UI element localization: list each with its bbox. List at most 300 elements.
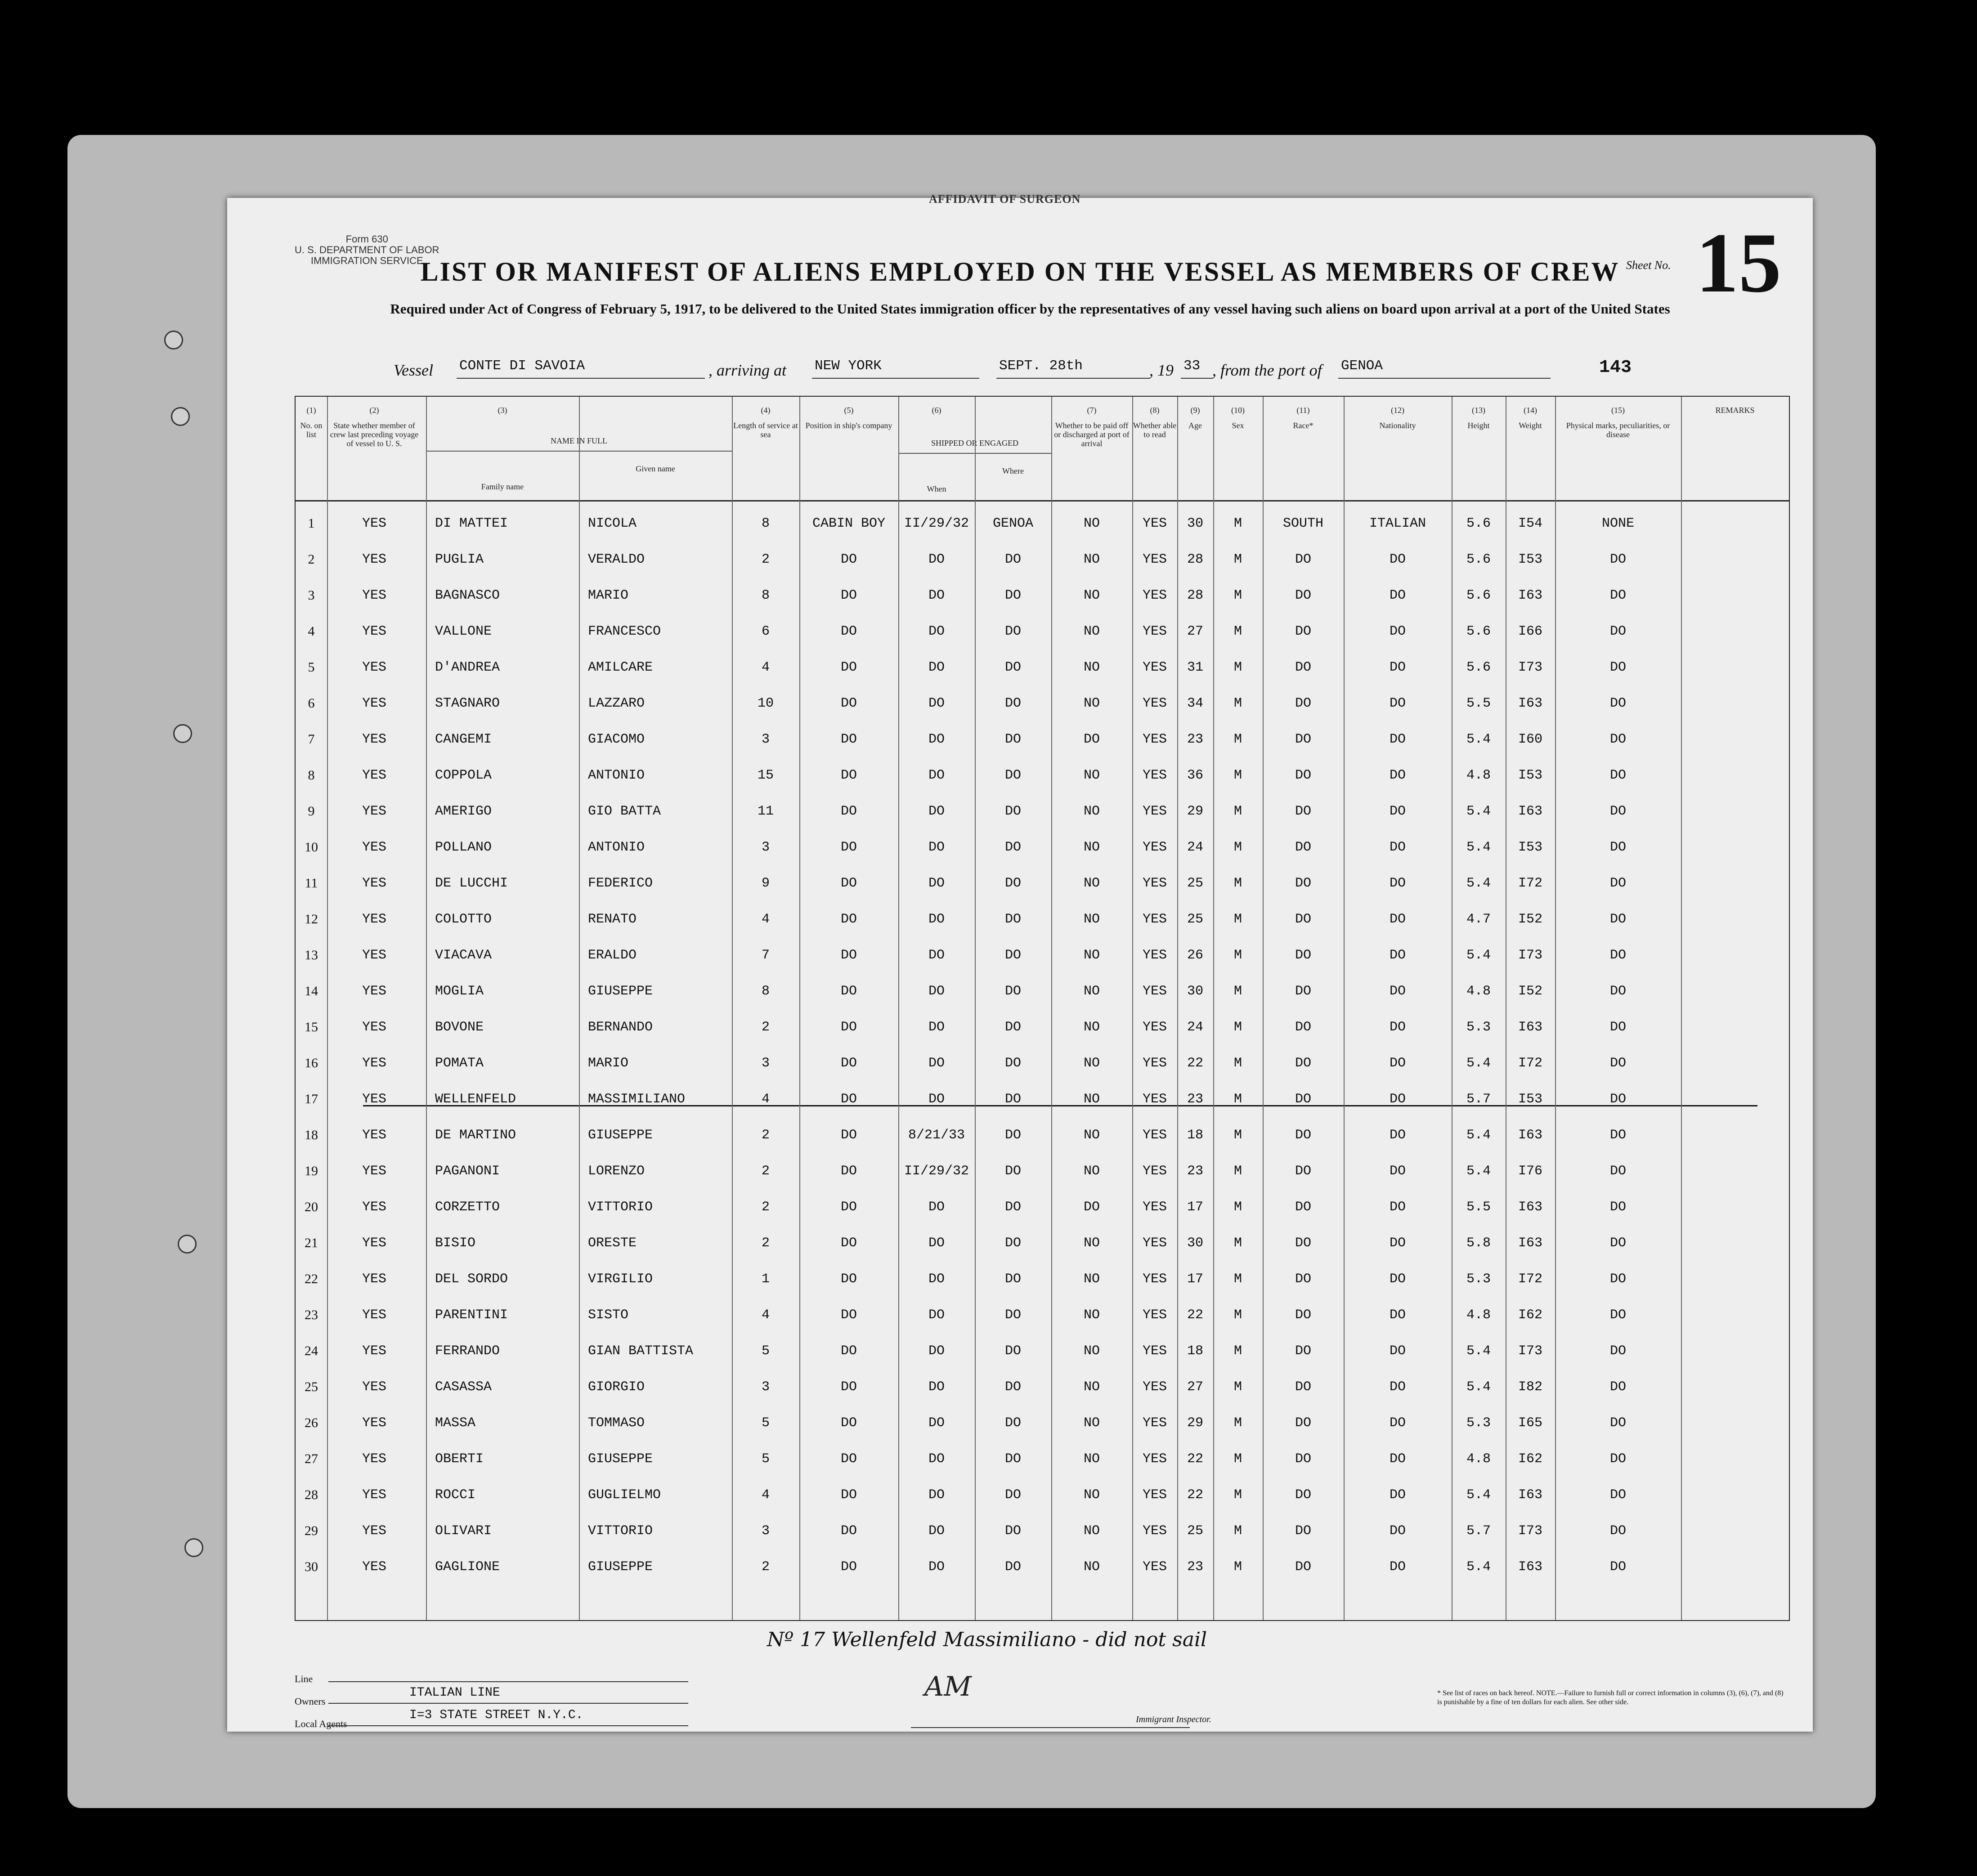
- cell-position: DO: [840, 1200, 857, 1215]
- cell-position: DO: [840, 1164, 857, 1179]
- cell-position: DO: [840, 1128, 857, 1143]
- cell-able-to-read: YES: [1142, 984, 1167, 999]
- cell-sex: M: [1233, 984, 1242, 999]
- cell-shipped-where: DO: [1004, 660, 1021, 675]
- cell-no-on-list: 28: [305, 1487, 318, 1502]
- cell-given-name: LAZZARO: [588, 696, 645, 711]
- cell-nationality: DO: [1389, 912, 1406, 927]
- cell-length-of-service: 10: [757, 696, 774, 711]
- cell-shipped-where: DO: [1004, 1020, 1021, 1035]
- cell-position: DO: [840, 588, 857, 603]
- cell-nationality: DO: [1389, 624, 1406, 639]
- cell-no-on-list: 10: [305, 840, 318, 855]
- cell-paid-off: NO: [1083, 660, 1100, 675]
- cell-race: DO: [1295, 840, 1311, 855]
- cell-previous-voyage: YES: [362, 624, 386, 639]
- sheet-label: Sheet No.: [1626, 259, 1671, 272]
- cell-given-name: GIAN BATTISTA: [588, 1343, 694, 1359]
- cell-height: 5.3: [1466, 1415, 1491, 1431]
- table-row: [296, 1015, 1789, 1051]
- cell-age: 24: [1187, 840, 1203, 855]
- cell-physical-marks: DO: [1609, 732, 1626, 747]
- cell-given-name: GIUSEPPE: [588, 1128, 653, 1143]
- table-row: [296, 691, 1789, 727]
- cell-paid-off: NO: [1083, 696, 1100, 711]
- cell-shipped-when: DO: [928, 948, 945, 963]
- cell-previous-voyage: YES: [362, 1523, 386, 1539]
- table-row: [296, 763, 1789, 799]
- cell-physical-marks: DO: [1609, 840, 1626, 855]
- cell-height: 5.4: [1466, 876, 1491, 891]
- cell-paid-off: NO: [1083, 804, 1100, 819]
- cell-given-name: ORESTE: [588, 1236, 637, 1251]
- cell-nationality: DO: [1389, 1092, 1406, 1107]
- cell-shipped-when: DO: [928, 660, 945, 675]
- header-paid-off: (7) Whether to be paid off or discharged at port of arrival: [1054, 406, 1130, 448]
- cell-able-to-read: YES: [1142, 1200, 1167, 1215]
- cell-able-to-read: YES: [1142, 1343, 1167, 1359]
- shipped-or-engaged-header: SHIPPED OR ENGAGED: [931, 439, 1018, 448]
- cell-length-of-service: 2: [761, 1200, 770, 1215]
- manifest-subtitle: Required under Act of Congress of February 5, 1917, to be delivered to the United States immigration officer by the representatives of any vessel having such aliens on board upon arrival at a port of the United States: [390, 301, 1670, 317]
- cell-paid-off: NO: [1083, 1020, 1100, 1035]
- cell-height: 5.4: [1466, 1164, 1491, 1179]
- cell-shipped-where: DO: [1004, 1307, 1021, 1323]
- cell-physical-marks: DO: [1609, 1272, 1626, 1287]
- cell-family-name: STAGNARO: [435, 696, 500, 711]
- cell-given-name: MARIO: [588, 1056, 629, 1071]
- cell-nationality: DO: [1389, 1307, 1406, 1323]
- cell-nationality: DO: [1389, 696, 1406, 711]
- cell-given-name: TOMMASO: [588, 1415, 645, 1431]
- cell-previous-voyage: YES: [362, 1379, 386, 1395]
- cell-shipped-when: DO: [928, 1272, 945, 1287]
- cell-given-name: MASSIMILIANO: [588, 1092, 686, 1107]
- cell-previous-voyage: YES: [362, 1020, 386, 1035]
- cell-able-to-read: YES: [1142, 1307, 1167, 1323]
- cell-previous-voyage: YES: [362, 1164, 386, 1179]
- cell-weight: I63: [1518, 1128, 1542, 1143]
- strike-through-line: [363, 1105, 1757, 1106]
- cell-height: 4.8: [1466, 984, 1491, 999]
- cell-shipped-where: DO: [1004, 1128, 1021, 1143]
- cell-height: 5.4: [1466, 1343, 1491, 1359]
- cell-weight: I76: [1518, 1164, 1542, 1179]
- cell-shipped-when: DO: [928, 1451, 945, 1467]
- table-row: [296, 979, 1789, 1015]
- table-row: [296, 1303, 1789, 1339]
- binder-ring: [164, 331, 183, 349]
- cell-nationality: DO: [1389, 876, 1406, 891]
- cell-nationality: DO: [1389, 804, 1406, 819]
- cell-previous-voyage: YES: [362, 1272, 386, 1287]
- cell-previous-voyage: YES: [362, 1056, 386, 1071]
- cell-able-to-read: YES: [1142, 1128, 1167, 1143]
- cell-family-name: OLIVARI: [435, 1523, 492, 1539]
- cell-family-name: BOVONE: [435, 1020, 484, 1035]
- header-remarks: REMARKS: [1715, 406, 1755, 415]
- cell-previous-voyage: YES: [362, 768, 386, 783]
- cell-paid-off: NO: [1083, 624, 1100, 639]
- column-rule: [732, 397, 733, 1620]
- cell-physical-marks: DO: [1609, 552, 1626, 567]
- cell-shipped-when: DO: [928, 840, 945, 855]
- cell-given-name: FRANCESCO: [588, 624, 661, 639]
- cell-family-name: BISIO: [435, 1236, 476, 1251]
- cell-previous-voyage: YES: [362, 588, 386, 603]
- cell-weight: I73: [1518, 1523, 1542, 1539]
- cell-height: 5.6: [1466, 552, 1491, 567]
- cell-family-name: ROCCI: [435, 1487, 476, 1503]
- cell-family-name: COLOTTO: [435, 912, 492, 927]
- cell-height: 5.4: [1466, 804, 1491, 819]
- cell-sex: M: [1233, 1164, 1242, 1179]
- cell-age: 26: [1187, 948, 1203, 963]
- cell-sex: M: [1233, 1559, 1242, 1575]
- cell-paid-off: NO: [1083, 1164, 1100, 1179]
- cell-weight: I72: [1518, 1272, 1542, 1287]
- cell-given-name: AMILCARE: [588, 660, 653, 675]
- table-row: [296, 619, 1789, 655]
- cell-shipped-where: DO: [1004, 624, 1021, 639]
- cell-physical-marks: DO: [1609, 1487, 1626, 1503]
- cell-weight: I63: [1518, 1236, 1542, 1251]
- cell-position: DO: [840, 768, 857, 783]
- cell-physical-marks: DO: [1609, 624, 1626, 639]
- header-no-on-list: (1) No. on list: [300, 406, 323, 439]
- cell-physical-marks: DO: [1609, 1236, 1626, 1251]
- cell-sex: M: [1233, 1451, 1242, 1467]
- cell-able-to-read: YES: [1142, 1487, 1167, 1503]
- cell-height: 5.4: [1466, 1487, 1491, 1503]
- cell-length-of-service: 3: [761, 1379, 770, 1395]
- cell-sex: M: [1233, 1343, 1242, 1359]
- cell-family-name: PARENTINI: [435, 1307, 508, 1323]
- cell-given-name: GIACOMO: [588, 732, 645, 747]
- cell-length-of-service: 2: [761, 1559, 770, 1575]
- cell-height: 5.3: [1466, 1020, 1491, 1035]
- table-row: [296, 871, 1789, 907]
- column-rule: [1263, 397, 1264, 1620]
- cell-shipped-where: DO: [1004, 1451, 1021, 1467]
- cell-length-of-service: 7: [761, 948, 770, 963]
- name-in-full-header: NAME IN FULL: [551, 436, 607, 445]
- cell-no-on-list: 19: [305, 1164, 318, 1178]
- inspector-label: Immigrant Inspector.: [1136, 1715, 1211, 1724]
- cell-physical-marks: DO: [1609, 660, 1626, 675]
- cell-shipped-where: DO: [1004, 1272, 1021, 1287]
- cell-physical-marks: DO: [1609, 1523, 1626, 1539]
- cell-family-name: MASSA: [435, 1415, 476, 1431]
- cell-position: DO: [840, 1343, 857, 1359]
- cell-able-to-read: YES: [1142, 588, 1167, 603]
- cell-shipped-when: DO: [928, 624, 945, 639]
- cell-race: DO: [1295, 984, 1311, 999]
- cell-physical-marks: DO: [1609, 1164, 1626, 1179]
- cell-able-to-read: YES: [1142, 1523, 1167, 1539]
- cell-given-name: GIUSEPPE: [588, 984, 653, 999]
- cell-paid-off: NO: [1083, 1343, 1100, 1359]
- cell-weight: I63: [1518, 804, 1542, 819]
- table-row: [296, 511, 1789, 547]
- cell-shipped-where: DO: [1004, 984, 1021, 999]
- cell-race: DO: [1295, 1056, 1311, 1071]
- cell-previous-voyage: YES: [362, 660, 386, 675]
- cell-age: 36: [1187, 768, 1203, 783]
- cell-length-of-service: 3: [761, 732, 770, 747]
- cell-length-of-service: 1: [761, 1272, 770, 1287]
- cell-length-of-service: 5: [761, 1451, 770, 1467]
- cell-sex: M: [1233, 1128, 1242, 1143]
- cell-given-name: BERNANDO: [588, 1020, 653, 1035]
- cell-shipped-when: DO: [928, 588, 945, 603]
- cell-shipped-when: 8/21/33: [908, 1128, 965, 1143]
- cell-weight: I72: [1518, 1056, 1542, 1071]
- table-row: [296, 1411, 1789, 1447]
- cell-height: 4.8: [1466, 1307, 1491, 1323]
- cell-position: DO: [840, 1415, 857, 1431]
- cell-race: DO: [1295, 1379, 1311, 1395]
- cell-paid-off: DO: [1083, 1200, 1100, 1215]
- cell-paid-off: NO: [1083, 1056, 1100, 1071]
- cell-age: 24: [1187, 1020, 1203, 1035]
- agents-field: I=3 STATE STREET N.Y.C.: [328, 1708, 688, 1726]
- cell-no-on-list: 25: [305, 1379, 318, 1394]
- cell-race: DO: [1295, 912, 1311, 927]
- column-rule: [426, 397, 427, 1620]
- cell-physical-marks: DO: [1609, 876, 1626, 891]
- cell-able-to-read: YES: [1142, 1020, 1167, 1035]
- cell-paid-off: NO: [1083, 984, 1100, 999]
- cell-family-name: OBERTI: [435, 1451, 484, 1467]
- table-row: [296, 547, 1789, 583]
- table-row: [296, 655, 1789, 691]
- cell-sex: M: [1233, 912, 1242, 927]
- cell-position: DO: [840, 1523, 857, 1539]
- cell-family-name: MOGLIA: [435, 984, 484, 999]
- cell-previous-voyage: YES: [362, 912, 386, 927]
- cell-paid-off: DO: [1083, 732, 1100, 747]
- cell-shipped-where: DO: [1004, 1343, 1021, 1359]
- cell-race: DO: [1295, 732, 1311, 747]
- cell-given-name: VITTORIO: [588, 1200, 653, 1215]
- inspector-signature: AM: [924, 1671, 972, 1702]
- cell-age: 23: [1187, 732, 1203, 747]
- cell-physical-marks: DO: [1609, 1559, 1626, 1575]
- cell-no-on-list: 2: [308, 552, 315, 567]
- cell-shipped-where: DO: [1004, 732, 1021, 747]
- cell-height: 4.8: [1466, 768, 1491, 783]
- cell-physical-marks: DO: [1609, 588, 1626, 603]
- cell-length-of-service: 15: [757, 768, 774, 783]
- cell-shipped-where: DO: [1004, 1056, 1021, 1071]
- cell-paid-off: NO: [1083, 552, 1100, 567]
- cell-weight: I63: [1518, 1200, 1542, 1215]
- cell-position: DO: [840, 1092, 857, 1107]
- cell-race: DO: [1295, 1200, 1311, 1215]
- cell-physical-marks: DO: [1609, 1343, 1626, 1359]
- cell-weight: I53: [1518, 768, 1542, 783]
- cell-sex: M: [1233, 516, 1242, 531]
- cell-shipped-when: II/29/32: [904, 516, 969, 531]
- cell-able-to-read: YES: [1142, 624, 1167, 639]
- cell-weight: I73: [1518, 1343, 1542, 1359]
- cell-no-on-list: 7: [308, 732, 315, 747]
- table-row: [296, 1555, 1789, 1591]
- cell-length-of-service: 3: [761, 840, 770, 855]
- cell-race: DO: [1295, 1272, 1311, 1287]
- cell-previous-voyage: YES: [362, 1451, 386, 1467]
- cell-family-name: POMATA: [435, 1056, 484, 1071]
- cell-nationality: DO: [1389, 1056, 1406, 1071]
- cell-previous-voyage: YES: [362, 1200, 386, 1215]
- arrival-port: NEW YORK: [812, 358, 979, 379]
- cell-family-name: VIACAVA: [435, 948, 492, 963]
- cell-physical-marks: DO: [1609, 696, 1626, 711]
- cell-position: DO: [840, 912, 857, 927]
- cell-age: 23: [1187, 1092, 1203, 1107]
- cell-height: 5.6: [1466, 624, 1491, 639]
- cell-paid-off: NO: [1083, 1415, 1100, 1431]
- cell-length-of-service: 3: [761, 1523, 770, 1539]
- cell-age: 30: [1187, 1236, 1203, 1251]
- table-row: [296, 1195, 1789, 1231]
- cell-given-name: VERALDO: [588, 552, 645, 567]
- cell-family-name: DI MATTEI: [435, 516, 508, 531]
- cell-age: 25: [1187, 1523, 1203, 1539]
- header-sex: (10) Sex: [1231, 406, 1245, 430]
- departure-port: GENOA: [1338, 358, 1551, 379]
- cell-given-name: GIUSEPPE: [588, 1559, 653, 1575]
- crew-table: [295, 396, 1790, 1621]
- cell-given-name: VITTORIO: [588, 1523, 653, 1539]
- cell-sex: M: [1233, 1236, 1242, 1251]
- header-given-name: Given name: [636, 464, 675, 473]
- cell-no-on-list: 15: [305, 1020, 318, 1034]
- cell-sex: M: [1233, 1307, 1242, 1323]
- cell-sex: M: [1233, 1092, 1242, 1107]
- cell-nationality: DO: [1389, 1200, 1406, 1215]
- cell-age: 22: [1187, 1056, 1203, 1071]
- table-row: [296, 1483, 1789, 1519]
- cell-paid-off: NO: [1083, 1128, 1100, 1143]
- cell-family-name: D'ANDREA: [435, 660, 500, 675]
- cell-physical-marks: DO: [1609, 1128, 1626, 1143]
- cell-shipped-where: DO: [1004, 1523, 1021, 1539]
- cell-no-on-list: 18: [305, 1128, 318, 1142]
- cell-length-of-service: 4: [761, 1487, 770, 1503]
- cell-shipped-when: DO: [928, 876, 945, 891]
- cell-position: DO: [840, 552, 857, 567]
- cell-shipped-where: DO: [1004, 588, 1021, 603]
- cell-able-to-read: YES: [1142, 876, 1167, 891]
- cell-shipped-where: DO: [1004, 552, 1021, 567]
- cell-physical-marks: DO: [1609, 1020, 1626, 1035]
- cell-age: 25: [1187, 876, 1203, 891]
- cell-nationality: DO: [1389, 1272, 1406, 1287]
- cell-age: 18: [1187, 1128, 1203, 1143]
- table-row: [296, 1231, 1789, 1267]
- cell-shipped-when: DO: [928, 1415, 945, 1431]
- cell-weight: I63: [1518, 696, 1542, 711]
- cell-no-on-list: 6: [308, 696, 315, 711]
- cell-age: 22: [1187, 1451, 1203, 1467]
- cell-weight: I54: [1518, 516, 1542, 531]
- cell-nationality: DO: [1389, 1379, 1406, 1395]
- cell-sex: M: [1233, 552, 1242, 567]
- cell-length-of-service: 4: [761, 660, 770, 675]
- cell-family-name: CASASSA: [435, 1379, 492, 1395]
- header-nationality: (12) Nationality: [1379, 406, 1416, 430]
- cell-shipped-when: DO: [928, 1343, 945, 1359]
- header-height: (13) Height: [1467, 406, 1490, 430]
- cell-nationality: DO: [1389, 1487, 1406, 1503]
- column-rule: [1344, 397, 1345, 1620]
- cell-family-name: PUGLIA: [435, 552, 484, 567]
- cell-shipped-where: DO: [1004, 1379, 1021, 1395]
- cell-previous-voyage: YES: [362, 732, 386, 747]
- cell-race: DO: [1295, 1343, 1311, 1359]
- cell-race: DO: [1295, 1559, 1311, 1575]
- cell-family-name: BAGNASCO: [435, 588, 500, 603]
- cell-sex: M: [1233, 948, 1242, 963]
- cell-height: 5.4: [1466, 1379, 1491, 1395]
- cell-physical-marks: DO: [1609, 1451, 1626, 1467]
- cell-shipped-when: DO: [928, 1523, 945, 1539]
- cell-age: 29: [1187, 1415, 1203, 1431]
- cell-weight: I53: [1518, 840, 1542, 855]
- cell-race: DO: [1295, 1487, 1311, 1503]
- cell-shipped-where: DO: [1004, 804, 1021, 819]
- cell-sex: M: [1233, 804, 1242, 819]
- cell-able-to-read: YES: [1142, 1056, 1167, 1071]
- table-row: [296, 1339, 1789, 1375]
- cell-sex: M: [1233, 1487, 1242, 1503]
- cell-shipped-where: DO: [1004, 912, 1021, 927]
- manifest-sheet: [227, 193, 1813, 1732]
- cell-race: DO: [1295, 624, 1311, 639]
- cell-no-on-list: 11: [305, 876, 318, 891]
- cell-no-on-list: 17: [305, 1092, 318, 1106]
- cell-age: 22: [1187, 1487, 1203, 1503]
- cell-paid-off: NO: [1083, 588, 1100, 603]
- cell-able-to-read: YES: [1142, 912, 1167, 927]
- cell-weight: I63: [1518, 588, 1542, 603]
- cell-previous-voyage: YES: [362, 1487, 386, 1503]
- cell-race: DO: [1295, 588, 1311, 603]
- cell-race: DO: [1295, 1128, 1311, 1143]
- cell-weight: I53: [1518, 1092, 1542, 1107]
- table-row: [296, 1123, 1789, 1159]
- cell-race: DO: [1295, 1451, 1311, 1467]
- line-field: [328, 1664, 688, 1682]
- cell-previous-voyage: YES: [362, 1128, 386, 1143]
- cell-race: DO: [1295, 660, 1311, 675]
- cell-weight: I53: [1518, 552, 1542, 567]
- cell-height: 5.6: [1466, 516, 1491, 531]
- cell-paid-off: NO: [1083, 876, 1100, 891]
- cell-height: 5.6: [1466, 660, 1491, 675]
- cell-age: 25: [1187, 912, 1203, 927]
- cell-position: DO: [840, 660, 857, 675]
- owners-field: ITALIAN LINE: [328, 1686, 688, 1704]
- cell-position: DO: [840, 840, 857, 855]
- cell-previous-voyage: YES: [362, 948, 386, 963]
- cell-sex: M: [1233, 660, 1242, 675]
- cell-sex: M: [1233, 624, 1242, 639]
- cell-previous-voyage: YES: [362, 984, 386, 999]
- cell-race: DO: [1295, 768, 1311, 783]
